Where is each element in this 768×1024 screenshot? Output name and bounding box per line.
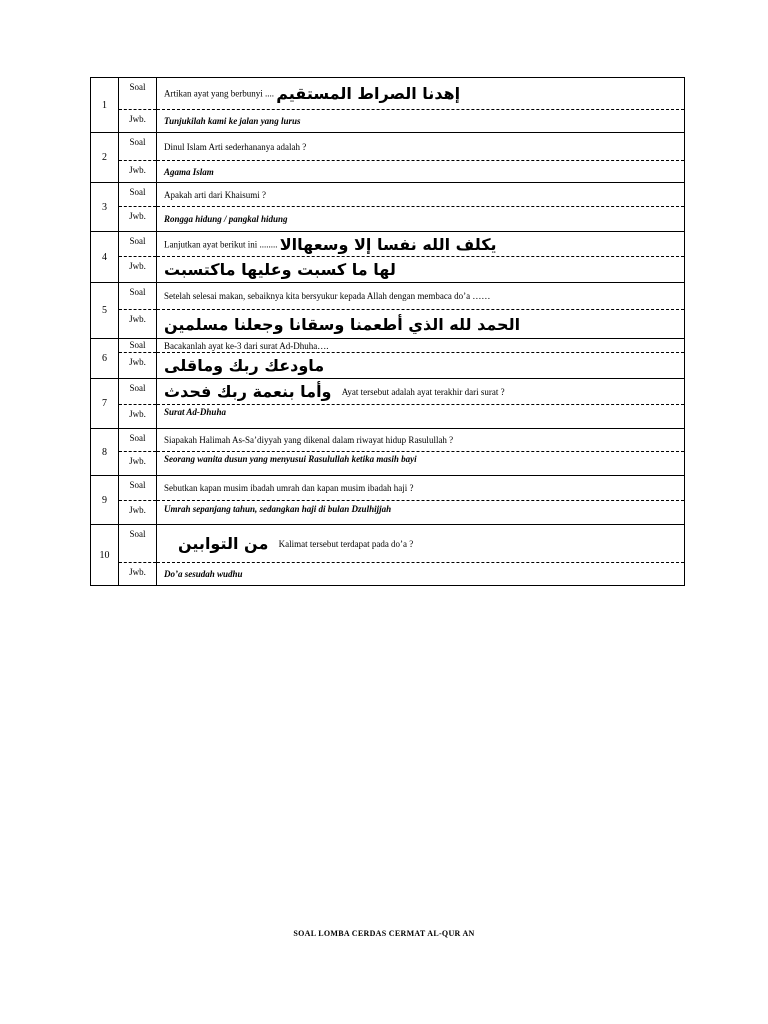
answer-text: Do’a sesudah wudhu [157,563,685,586]
answer-text [157,353,685,379]
soal-label: Soal [119,379,157,405]
question-text [157,379,685,405]
soal-label: Soal [119,133,157,161]
soal-label: Soal [119,183,157,207]
answer-row-4 [91,257,685,283]
soal-label: Soal [119,339,157,353]
question-text-latin: Kalimat tersebut terdapat pada do’a ? [278,538,414,549]
question-number: 3 [91,183,119,232]
answer-text: Tunjukilah kami ke jalan yang lurus [157,110,685,133]
soal-label: Soal [119,525,157,563]
answer-text-arabic: ماودعك ربك وماقلى [164,356,325,375]
soal-label: Soal [119,232,157,257]
question-number: 1 [91,78,119,133]
question-text-arabic: من التوابين [178,534,269,553]
soal-label: Soal [119,78,157,110]
question-number: 2 [91,133,119,183]
question-text-arabic: يكلف الله نفسا إلا وسعهاالا [279,234,497,254]
question-text [157,525,685,563]
jwb-label: Jwb. [119,501,157,525]
jwb-label: Jwb. [119,353,157,379]
question-text: Bacakanlah ayat ke-3 dari surat Ad-Dhuha…. [157,339,685,353]
jwb-label: Jwb. [119,207,157,232]
question-row-1 [91,78,685,110]
question-text-latin: Ayat tersebut adalah ayat terakhir dari surat ? [341,386,505,397]
question-text: Apakah arti dari Khaisumi ? [157,183,685,207]
question-row-4 [91,232,685,257]
answer-text: Agama Islam [157,161,685,183]
question-row-7 [91,379,685,405]
question-number: 9 [91,476,119,525]
question-row-2 [91,133,685,161]
question-text: Sebutkan kapan musim ibadah umrah dan kapan musim ibadah haji ? [157,476,685,501]
question-row-3 [91,183,685,207]
answer-text: Rongga hidung / pangkal hidung [157,207,685,232]
jwb-label: Jwb. [119,310,157,339]
quiz-table [90,77,685,586]
question-number: 4 [91,232,119,283]
soal-label: Soal [119,429,157,452]
question-text [157,78,685,110]
document-footer-title: SOAL LOMBA CERDAS CERMAT AL-QUR AN [293,929,475,938]
jwb-label: Jwb. [119,452,157,476]
answer-row-10 [91,563,685,586]
answer-row-3 [91,207,685,232]
answer-text [157,310,685,339]
jwb-label: Jwb. [119,110,157,133]
jwb-label: Jwb. [119,257,157,283]
question-row-5 [91,283,685,310]
question-text-latin: Artikan ayat yang berbunyi .... [164,88,274,99]
answer-row-5 [91,310,685,339]
answer-text [157,257,685,283]
question-text: Siapakah Halimah As-Sa’diyyah yang dikenal dalam riwayat hidup Rasulullah ? [157,429,685,452]
jwb-label: Jwb. [119,161,157,183]
question-number: 7 [91,379,119,429]
question-text-arabic: وأما بنعمة ربك فحدث [164,382,332,401]
jwb-label: Jwb. [119,563,157,586]
question-number: 10 [91,525,119,586]
answer-row-6 [91,353,685,379]
question-text [157,232,685,257]
question-text: Setelah selesai makan, sebaiknya kita bersyukur kepada Allah dengan membaca do’a …… [157,283,685,310]
jwb-label: Jwb. [119,405,157,429]
question-number: 6 [91,339,119,379]
answer-row-9 [91,501,685,525]
soal-label: Soal [119,283,157,310]
question-number: 5 [91,283,119,339]
soal-label: Soal [119,476,157,501]
answer-row-7 [91,405,685,429]
question-row-8 [91,429,685,452]
question-row-10 [91,525,685,563]
question-row-6 [91,339,685,353]
answer-row-1 [91,110,685,133]
answer-text: Seorang wanita dusun yang menyusui Rasulullah ketika masih bayi [157,452,685,476]
answer-text-arabic: الحمد لله الذي أطعمنا وسقانا وجعلنا مسلمين [164,314,521,334]
question-text: Dinul Islam Arti sederhananya adalah ? [157,133,685,161]
question-number: 8 [91,429,119,476]
answer-text: Umrah sepanjang tahun, sedangkan haji di bulan Dzulhijjah [157,501,685,525]
answer-text: Surat Ad-Dhuha [157,405,685,429]
question-text-latin: Lanjutkan ayat berikut ini ........ [164,239,278,249]
answer-row-8 [91,452,685,476]
answer-text-arabic: لها ما كسبت وعليها ماكتسبت [164,260,396,279]
question-row-9 [91,476,685,501]
answer-row-2 [91,161,685,183]
question-text-arabic: إهدنا الصراط المستقيم [276,84,461,103]
